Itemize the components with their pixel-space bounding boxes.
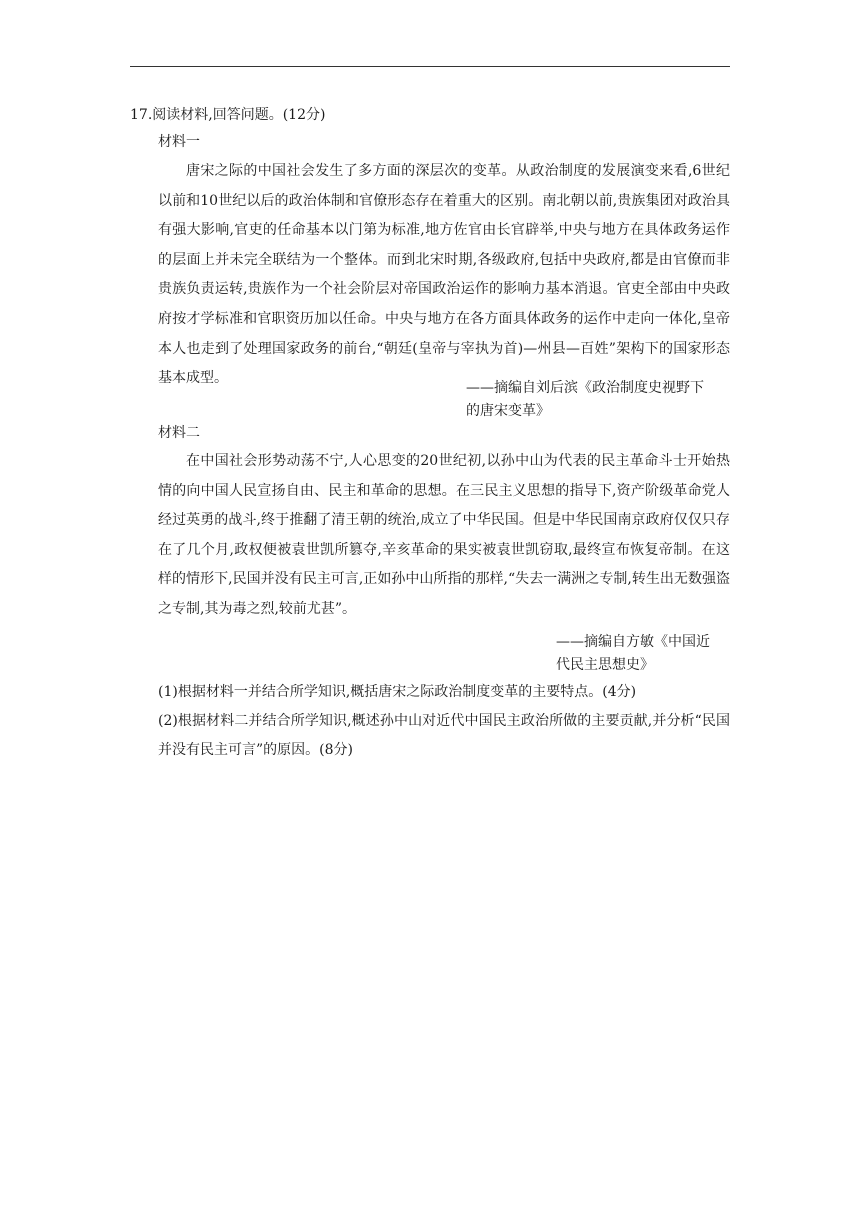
material-one-source-line2: 的唐宋变革》 bbox=[466, 403, 550, 419]
material-two-source-line2: 代民主思想史》 bbox=[556, 657, 654, 673]
sub-question-1: (1)根据材料一并结合所学知识,概括唐宋之际政治制度变革的主要特点。(4分) bbox=[158, 684, 637, 700]
material-two-source-line1: ——摘编自方敏《中国近 bbox=[556, 634, 710, 650]
material-one-label: 材料一 bbox=[158, 134, 200, 150]
sub-question-2: (2)根据材料二并结合所学知识,概述孙中山对近代中国民主政治所做的主要贡献,并分析“民国并没有民主可言”的原因。(8分) bbox=[158, 713, 730, 758]
question-title: 17.阅读材料,回答问题。(12分) bbox=[130, 107, 326, 123]
material-one-source-line1: ——摘编自刘后滨《政治制度史视野下 bbox=[466, 380, 704, 396]
material-two-paragraph: 在中国社会形势动荡不宁,人心思变的20世纪初,以孙中山为代表的民主革命斗士开始热情的向中国人民宣扬自由、民主和革命的思想。在三民主义思想的指导下,资产阶级革命党人经过英勇的战斗,终于推翻了清王朝的统治,成立了中华民国。但是中华民国南京政府仅仅只存在了几个月,政权便被袁世凯所篡夺,辛亥革命的果实被袁世凯窃取,最终宣布恢复帝制。在这样的情形下,民国并没有民主可言,正如孙中山所指的那样,“失去一满洲之专制,转生出无数强盗之专制,其为毒之烈,较前尤甚”。 bbox=[158, 453, 730, 617]
header-rule bbox=[130, 66, 730, 67]
material-two-label: 材料二 bbox=[158, 425, 200, 441]
material-one-paragraph: 唐宋之际的中国社会发生了多方面的深层次的变革。从政治制度的发展演变来看,6世纪以前和10世纪以后的政治体制和官僚形态存在着重大的区别。南北朝以前,贵族集团对政治具有强大影响,官吏的任命基本以门第为标准,地方佐官由长官辟举,中央与地方在具体政务运作的层面上并未完全联结为一个整体。而到北宋时期,各级政府,包括中央政府,都是由官僚而非贵族负责运转,贵族作为一个社会阶层对帝国政治运作的影响力基本消退。官吏全部由中央政府按才学标准和官职资历加以任命。中央与地方在各方面具体政务的运作中走向一体化,皇帝本人也走到了处理国家政务的前台,“朝廷(皇帝与宰执为首)—州县—百姓”架构下的国家形态基本成型。 bbox=[158, 163, 730, 387]
